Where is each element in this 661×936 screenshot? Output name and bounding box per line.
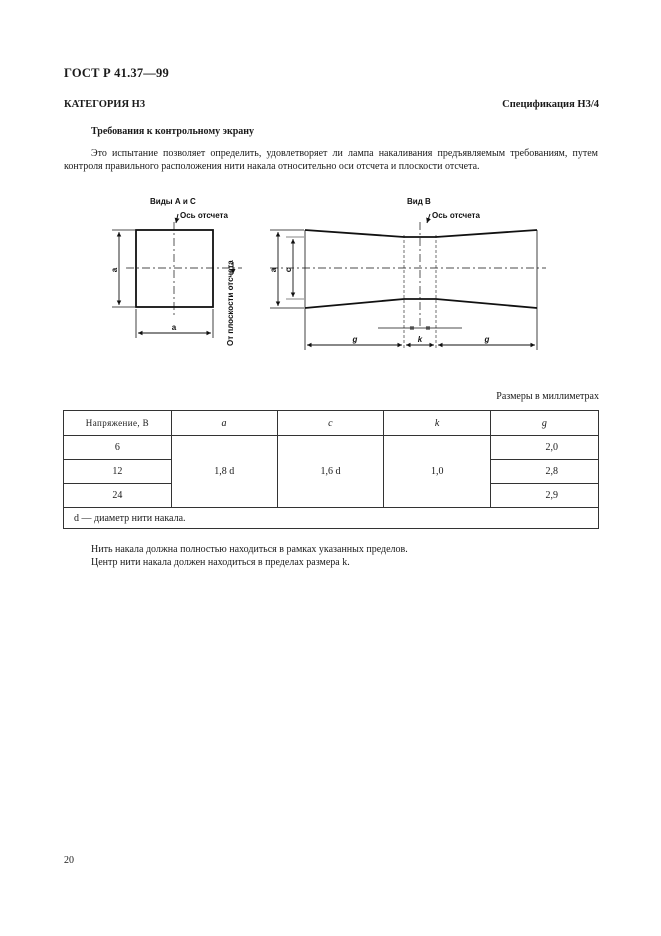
left-dim-height: а — [110, 267, 119, 273]
right-dim-g-left: g — [352, 335, 358, 344]
header-g: g — [491, 411, 599, 436]
intro-paragraph: Это испытание позволяет определить, удовлетворяет ли лампа накаливания предъявляемым требованиям, путем контроля правильного расположения нити накала относительно оси отсчета и плоскости отсчета. — [64, 148, 598, 172]
right-dim-k: k — [417, 335, 423, 344]
table-header-row — [64, 411, 599, 436]
g-cell: 2,8 — [491, 460, 599, 484]
section-title: Требования к контрольному экрану — [91, 126, 255, 137]
header-a: a — [171, 411, 277, 436]
specification-heading: Спецификация Н3/4 — [502, 99, 599, 110]
g-cell: 2,0 — [491, 436, 599, 460]
header-k: k — [384, 411, 491, 436]
units-note: Размеры в миллиметрах — [496, 391, 599, 402]
right-dim-half-right: = — [425, 324, 431, 333]
right-axis-label: Ось отсчета — [432, 211, 480, 220]
left-dim-width: а — [171, 323, 177, 332]
left-screen-square — [136, 230, 213, 307]
category-heading: КАТЕГОРИЯ Н3 — [64, 99, 146, 110]
table-footnote-row — [64, 508, 599, 529]
voltage-cell: 12 — [64, 460, 172, 484]
table-row — [64, 436, 599, 460]
left-view-title: Виды А и С — [150, 197, 196, 206]
post-text-line-2: Центр нити накала должен находиться в пределах размера k. — [91, 557, 350, 568]
right-dim-inner: с — [284, 267, 293, 273]
standard-code: ГОСТ Р 41.37—99 — [64, 66, 169, 80]
a-cell: 1,8 d — [171, 436, 277, 508]
table-footnote: d — диаметр нити накала. — [64, 508, 599, 529]
right-dim-outer: а — [269, 267, 278, 273]
page-number: 20 — [64, 855, 74, 866]
left-plane-label: От плоскости отсчета — [226, 260, 235, 346]
screen-diagram — [0, 190, 661, 380]
voltage-cell: 24 — [64, 484, 172, 508]
right-dim-half-left: = — [409, 324, 415, 333]
k-cell: 1,0 — [384, 436, 491, 508]
right-view — [269, 197, 546, 350]
c-cell: 1,6 d — [277, 436, 384, 508]
post-text-line-1: Нить накала должна полностью находиться в рамках указанных пределов. — [91, 544, 408, 555]
dimensions-table — [63, 410, 599, 529]
header-voltage: Напряжение, В — [64, 411, 172, 436]
right-dim-g-right: g — [484, 335, 490, 344]
voltage-cell: 6 — [64, 436, 172, 460]
left-axis-label: Ось отсчета — [180, 211, 228, 220]
left-view — [110, 197, 242, 346]
g-cell: 2,9 — [491, 484, 599, 508]
right-view-title: Вид В — [407, 197, 431, 206]
header-c: c — [277, 411, 384, 436]
